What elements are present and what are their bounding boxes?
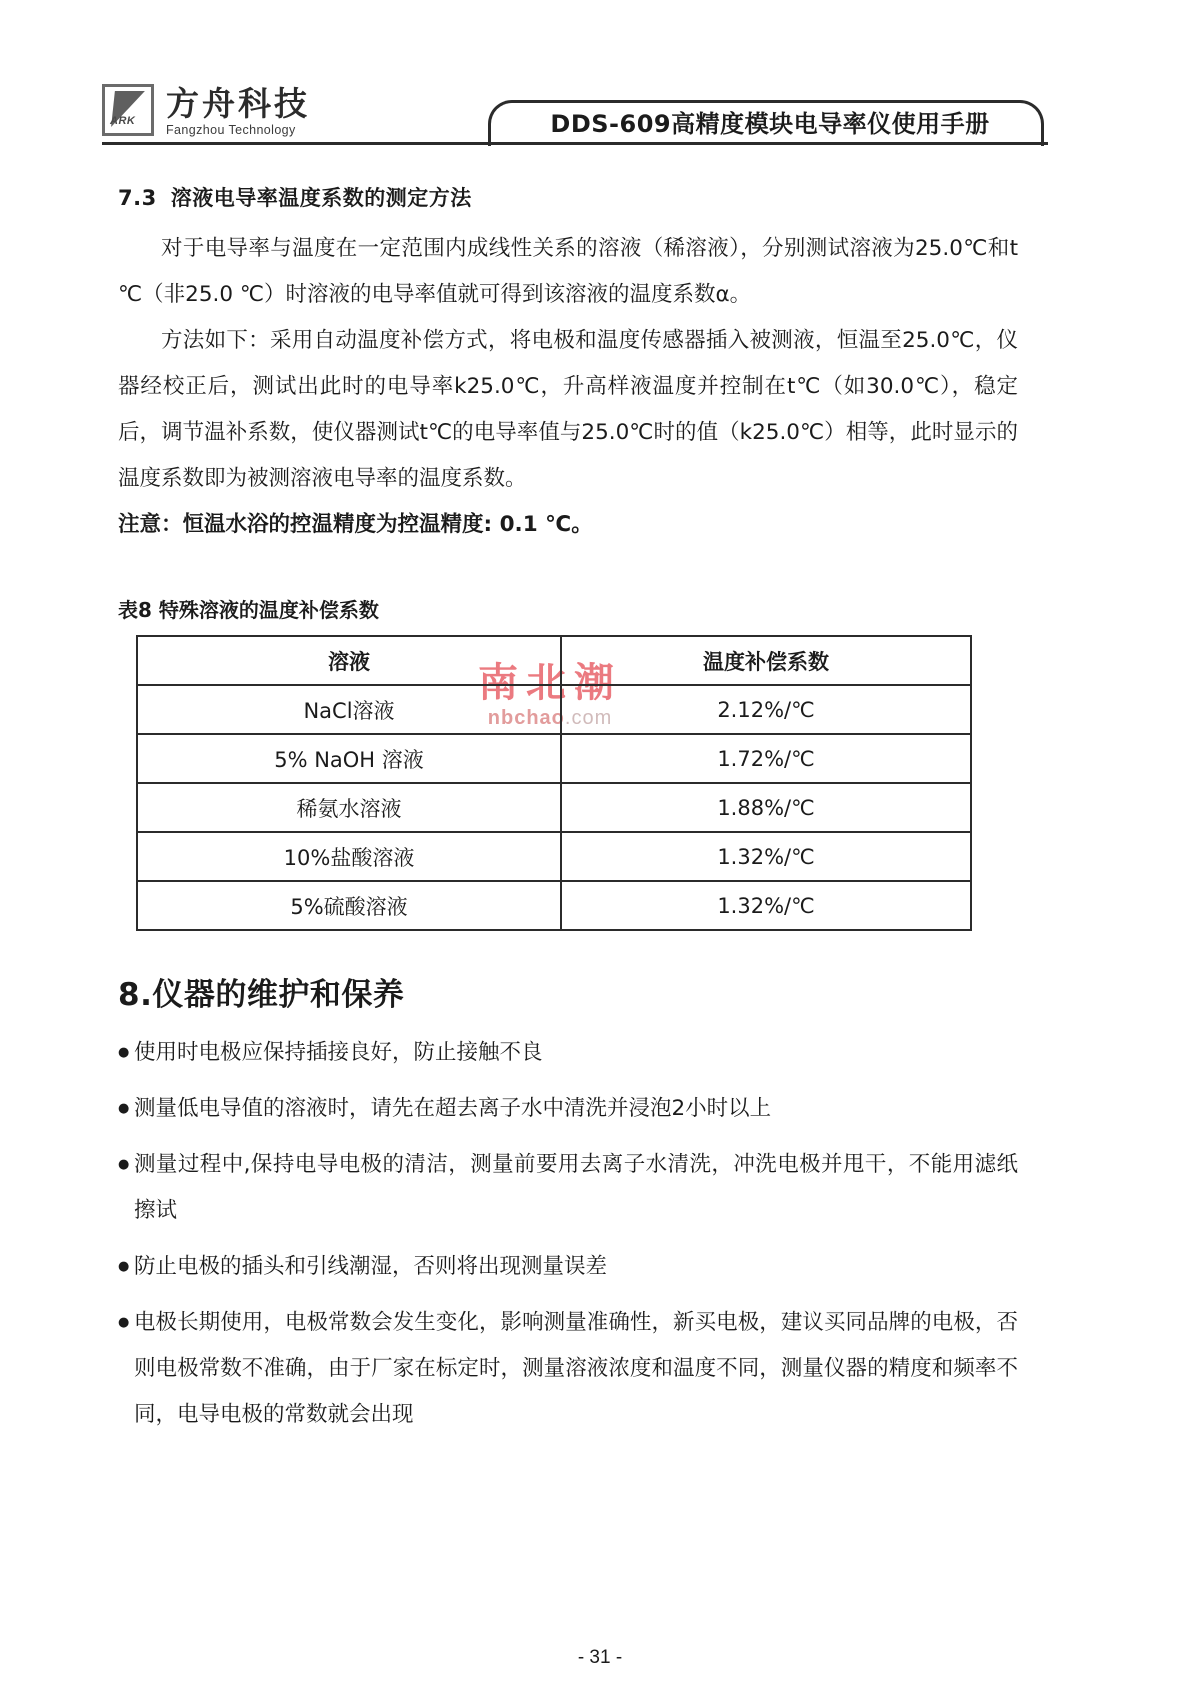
company-name	[166, 83, 310, 137]
table-header-coefficient: 温度补偿系数	[561, 636, 971, 685]
table-row	[137, 881, 971, 930]
table-row	[137, 783, 971, 832]
cell-coefficient: 1.88%/℃	[561, 783, 971, 832]
cell-solution: 稀氨水溶液	[137, 783, 561, 832]
header-banner-baseline	[488, 142, 1048, 145]
cell-coefficient: 1.32%/℃	[561, 832, 971, 881]
cell-solution: 5%硫酸溶液	[137, 881, 561, 930]
maintenance-bullet-list	[118, 1030, 1018, 1438]
ark-logo-icon	[102, 84, 154, 136]
section-7-3-note: 注意：恒温水浴的控温精度为控温精度: 0.1 ℃。	[118, 512, 593, 537]
list-item: ● 使用时电极应保持插接良好，防止接触不良	[118, 1030, 1018, 1076]
watermark-domain-name: nbchao	[487, 707, 565, 729]
ark-logo-label: ARK	[110, 115, 136, 127]
section-7-3-paragraph-2: 方法如下：采用自动温度补偿方式，将电极和温度传感器插入被测液，恒温至25.0℃，仪器经校正后，测试出此时的电导率k25.0℃，升高样液温度并控制在t℃（如30.0℃），稳定后，调节温补系数，使仪器测试t℃的电导率值与25.0℃时的值（k25.0℃）相等，此时显示的温度系数即为被测溶液电导率的温度系数。	[118, 328, 1018, 491]
cell-solution: 10%盐酸溶液	[137, 832, 561, 881]
list-item: ● 电极长期使用，电极常数会发生变化，影响测量准确性，新买电极，建议买同品牌的电极，否则电极常数不准确，由于厂家在标定时，测量溶液浓度和温度不同，测量仪器的精度和频率不同，电导电极的常数就会出现	[118, 1300, 1018, 1438]
section-7-3-title: 溶液电导率温度系数的测定方法	[170, 186, 472, 210]
cell-coefficient: 2.12%/℃	[561, 685, 971, 734]
watermark-domain-tld: .com	[564, 707, 613, 729]
company-name-cn: 方舟科技	[166, 83, 310, 123]
list-item: ● 测量低电导值的溶液时，请先在超去离子水中清洗并浸泡2小时以上	[118, 1086, 1018, 1132]
table-row	[137, 734, 971, 783]
cell-coefficient: 1.72%/℃	[561, 734, 971, 783]
list-item: ● 防止电极的插头和引线潮湿，否则将出现测量误差	[118, 1244, 1018, 1290]
table-row	[137, 685, 971, 734]
list-item: ● 测量过程中,保持电导电极的清洁，测量前要用去离子水清洗，冲洗电极并甩干，不能用滤纸擦试	[118, 1142, 1018, 1234]
table-row	[137, 832, 971, 881]
cell-solution: NaCl溶液	[137, 685, 561, 734]
page-header	[0, 0, 1200, 160]
section-8-heading: 8.仪器的维护和保养	[118, 977, 405, 1013]
cell-coefficient: 1.32%/℃	[561, 881, 971, 930]
manual-title: DDS-609高精度模块电导率仪使用手册	[550, 110, 990, 138]
watermark-text-cn: 南北潮	[478, 660, 622, 706]
section-7-3-paragraph-1: 对于电导率与温度在一定范围内成线性关系的溶液（稀溶液），分别测试溶液为25.0℃和t ℃（非25.0 ℃）时溶液的电导率值就可得到该溶液的温度系数α。	[118, 236, 1018, 307]
table-body	[137, 685, 971, 930]
company-logo	[102, 84, 310, 136]
temperature-coefficient-table	[136, 635, 972, 931]
header-divider-line	[102, 142, 508, 145]
section-7-3-number: 7.3	[118, 186, 157, 210]
cell-solution: 5% NaOH 溶液	[137, 734, 561, 783]
company-name-en: Fangzhou Technology	[166, 122, 296, 137]
page-content	[118, 182, 1018, 1448]
table8-caption: 表8 特殊溶液的温度补偿系数	[118, 598, 379, 622]
section-7-3-heading	[118, 182, 1018, 212]
table-header-solution: 溶液	[137, 636, 561, 685]
table-header-row	[137, 636, 971, 685]
page-number: - 31 -	[577, 1647, 623, 1668]
table8-wrapper	[118, 635, 1018, 931]
